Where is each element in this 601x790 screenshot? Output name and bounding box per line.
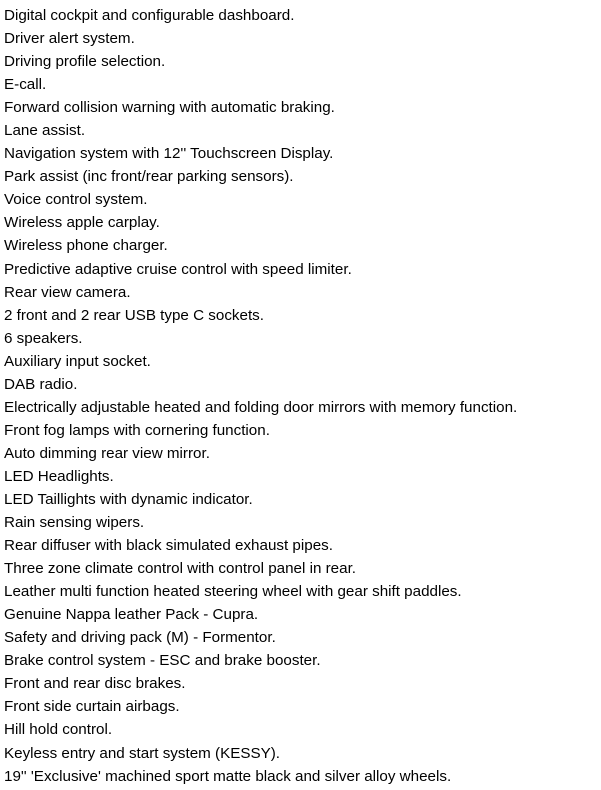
feature-item: Rear diffuser with black simulated exhaust pipes. <box>4 537 333 555</box>
feature-item: Three zone climate control with control panel in rear. <box>4 560 357 578</box>
feature-item: 19'' 'Exclusive' machined sport matte black and silver alloy wheels. <box>4 767 452 785</box>
feature-item: Leather multi function heated steering wheel with gear shift paddles. <box>4 583 462 601</box>
feature-item: Navigation system with 12'' Touchscreen Display. <box>4 145 334 163</box>
feature-item: Front side curtain airbags. <box>4 698 180 716</box>
feature-item: E-call. <box>4 76 47 94</box>
feature-item: Wireless phone charger. <box>4 237 168 255</box>
feature-item: LED Taillights with dynamic indicator. <box>4 490 253 508</box>
feature-item: Predictive adaptive cruise control with speed limiter. <box>4 260 352 278</box>
feature-item: Rain sensing wipers. <box>4 514 145 532</box>
feature-item: Forward collision warning with automatic braking. <box>4 99 335 117</box>
feature-item: Lane assist. <box>4 122 86 140</box>
feature-item: Driver alert system. <box>4 30 135 48</box>
feature-item: Safety and driving pack (M) - Formentor. <box>4 629 276 647</box>
feature-item: Auto dimming rear view mirror. <box>4 444 210 462</box>
feature-item: Auxiliary input socket. <box>4 352 151 370</box>
feature-item: Keyless entry and start system (KESSY). <box>4 744 281 762</box>
feature-item: Genuine Nappa leather Pack - Cupra. <box>4 606 259 624</box>
feature-item: Digital cockpit and configurable dashboard. <box>4 7 295 24</box>
feature-item: Brake control system - ESC and brake booster. <box>4 652 321 670</box>
feature-item: Front and rear disc brakes. <box>4 675 186 693</box>
feature-item: Front fog lamps with cornering function. <box>4 421 270 439</box>
feature-item: Electrically adjustable heated and folding door mirrors with memory function. <box>4 398 518 416</box>
feature-item: Driving profile selection. <box>4 53 166 71</box>
feature-item: 2 front and 2 rear USB type C sockets. <box>4 306 264 324</box>
feature-item: DAB radio. <box>4 375 78 393</box>
feature-item: Voice control system. <box>4 191 148 209</box>
feature-item: 6 speakers. <box>4 329 83 347</box>
feature-item: LED Headlights. <box>4 467 114 485</box>
feature-item: Park assist (inc front/rear parking sensors). <box>4 168 294 186</box>
feature-item: Wireless apple carplay. <box>4 214 160 232</box>
feature-item: Rear view camera. <box>4 283 131 301</box>
feature-item: Hill hold control. <box>4 721 113 739</box>
feature-list <box>4 4 517 788</box>
